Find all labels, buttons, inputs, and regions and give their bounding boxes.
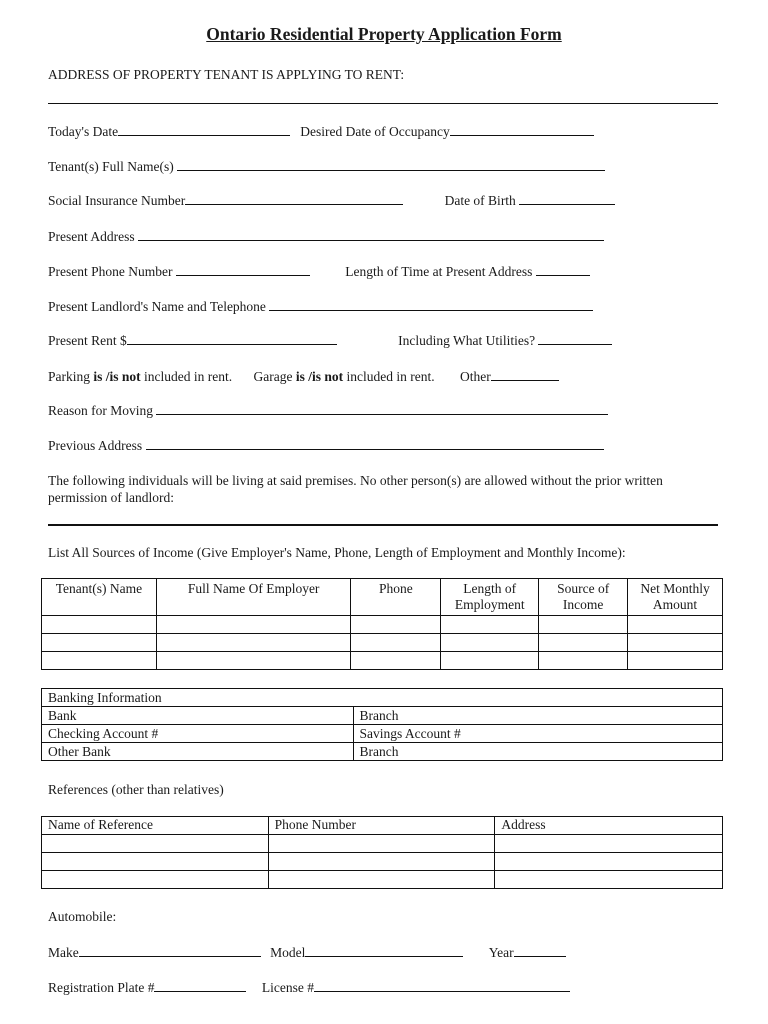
present-rent-field[interactable]	[127, 332, 337, 345]
license-field[interactable]	[314, 979, 570, 992]
table-cell[interactable]	[156, 652, 351, 670]
dob-field[interactable]	[519, 192, 615, 205]
income-header-length: Length of Employment	[441, 579, 539, 616]
present-phone-label: Present Phone Number	[48, 264, 173, 279]
bank-label[interactable]: Bank	[42, 707, 354, 725]
address-blank-line[interactable]	[48, 103, 718, 104]
table-cell[interactable]	[268, 835, 495, 853]
row-previous-address	[48, 437, 604, 454]
references-table	[41, 816, 723, 889]
table-cell[interactable]	[156, 634, 351, 652]
branch2-label[interactable]: Branch	[353, 743, 722, 761]
license-label: License #	[261, 980, 314, 995]
table-cell[interactable]	[539, 652, 628, 670]
address-heading: ADDRESS OF PROPERTY TENANT IS APPLYING TO RENT:	[48, 67, 405, 82]
row-sin-dob	[48, 192, 615, 209]
sin-field[interactable]	[185, 192, 403, 205]
make-field[interactable]	[79, 944, 261, 957]
table-cell[interactable]	[42, 634, 157, 652]
row-landlord	[48, 298, 593, 315]
income-header-employer: Full Name Of Employer	[156, 579, 351, 616]
row-rent-utilities	[48, 332, 612, 349]
row-make-model-year	[48, 944, 566, 961]
table-cell[interactable]	[495, 871, 723, 889]
table-cell[interactable]	[42, 871, 269, 889]
banking-row-other	[42, 743, 723, 761]
present-address-field[interactable]	[138, 228, 604, 241]
table-cell[interactable]	[441, 634, 539, 652]
plate-label: Registration Plate #	[48, 980, 155, 995]
automobile-heading: Automobile:	[48, 909, 117, 924]
model-field[interactable]	[305, 944, 463, 957]
form-title: Ontario Residential Property Application Form	[206, 24, 562, 44]
present-phone-field[interactable]	[176, 263, 310, 276]
garage-included: included in rent.	[343, 369, 435, 384]
row-parking-garage	[48, 368, 559, 385]
todays-date-label: Today's Date	[48, 124, 119, 139]
year-label: Year	[488, 945, 514, 960]
present-address-label: Present Address	[48, 229, 135, 244]
income-header-tenant-name: Tenant(s) Name	[42, 579, 157, 616]
table-row	[42, 853, 723, 871]
row-dates	[48, 123, 594, 140]
table-cell[interactable]	[268, 871, 495, 889]
table-row	[42, 835, 723, 853]
other-field[interactable]	[491, 368, 559, 381]
row-phone-length	[48, 263, 590, 280]
banking-heading: Banking Information	[42, 689, 723, 707]
row-plate-license	[48, 979, 570, 996]
ref-header-name: Name of Reference	[42, 817, 269, 835]
length-time-field[interactable]	[536, 263, 590, 276]
table-cell[interactable]	[539, 634, 628, 652]
todays-date-field[interactable]	[118, 123, 290, 136]
table-cell[interactable]	[628, 652, 723, 670]
landlord-label: Present Landlord's Name and Telephone	[48, 299, 266, 314]
year-field[interactable]	[514, 944, 566, 957]
other-bank-label[interactable]: Other Bank	[42, 743, 354, 761]
reason-moving-field[interactable]	[156, 402, 608, 415]
savings-label[interactable]: Savings Account #	[353, 725, 722, 743]
previous-address-label: Previous Address	[48, 438, 143, 453]
make-label: Make	[48, 945, 79, 960]
landlord-field[interactable]	[269, 298, 593, 311]
occupants-blank-line[interactable]	[48, 524, 718, 526]
references-header-row	[42, 817, 723, 835]
banking-row-accounts	[42, 725, 723, 743]
utilities-label: Including What Utilities?	[398, 333, 536, 348]
other-label: Other	[459, 369, 491, 384]
ref-header-phone: Phone Number	[268, 817, 495, 835]
branch-label[interactable]: Branch	[353, 707, 722, 725]
income-intro: List All Sources of Income (Give Employer's Name, Phone, Length of Employment and Monthly Income):	[48, 545, 626, 560]
parking-included: included in rent.	[140, 369, 233, 384]
table-cell[interactable]	[441, 652, 539, 670]
table-cell[interactable]	[42, 616, 157, 634]
income-header-phone: Phone	[351, 579, 441, 616]
table-cell[interactable]	[495, 853, 723, 871]
table-row	[42, 634, 723, 652]
dob-label: Date of Birth	[444, 193, 516, 208]
sin-label: Social Insurance Number	[48, 193, 186, 208]
table-row	[42, 871, 723, 889]
income-header-net-monthly: Net Monthly Amount	[628, 579, 723, 616]
table-cell[interactable]	[539, 616, 628, 634]
model-label: Model	[270, 945, 306, 960]
banking-heading-row	[42, 689, 723, 707]
table-row	[42, 616, 723, 634]
banking-row-bank	[42, 707, 723, 725]
table-cell[interactable]	[628, 616, 723, 634]
parking-label: Parking	[48, 369, 94, 384]
table-cell[interactable]	[351, 616, 441, 634]
garage-is-is-not[interactable]: is /is not	[295, 369, 344, 384]
reason-moving-label: Reason for Moving	[48, 403, 153, 418]
table-cell[interactable]	[42, 853, 269, 871]
occupants-note: The following individuals will be living at said premises. No other person(s) are allowed without the prior written permission of landlord:	[48, 473, 663, 505]
row-reason-moving	[48, 402, 608, 419]
table-row	[42, 652, 723, 670]
utilities-field[interactable]	[538, 332, 612, 345]
income-table	[41, 578, 723, 670]
table-cell[interactable]	[268, 853, 495, 871]
row-tenant-names	[48, 158, 605, 175]
garage-label: Garage	[253, 369, 296, 384]
desired-date-field[interactable]	[450, 123, 594, 136]
desired-date-label: Desired Date of Occupancy	[300, 124, 450, 139]
parking-is-is-not[interactable]: is /is not	[93, 369, 141, 384]
table-cell[interactable]	[156, 616, 351, 634]
row-present-address	[48, 228, 604, 245]
table-cell[interactable]	[628, 634, 723, 652]
plate-field[interactable]	[154, 979, 246, 992]
table-cell[interactable]	[351, 634, 441, 652]
table-cell[interactable]	[42, 835, 269, 853]
ref-header-address: Address	[495, 817, 723, 835]
table-cell[interactable]	[495, 835, 723, 853]
references-intro: References (other than relatives)	[48, 782, 224, 797]
present-rent-label: Present Rent $	[48, 333, 127, 348]
table-cell[interactable]	[441, 616, 539, 634]
table-cell[interactable]	[42, 652, 157, 670]
previous-address-field[interactable]	[146, 437, 604, 450]
income-header-row	[42, 579, 723, 616]
checking-label[interactable]: Checking Account #	[42, 725, 354, 743]
tenant-names-field[interactable]	[177, 158, 605, 171]
banking-table	[41, 688, 723, 761]
table-cell[interactable]	[351, 652, 441, 670]
income-header-source: Source of Income	[539, 579, 628, 616]
length-time-label: Length of Time at Present Address	[345, 264, 533, 279]
tenant-names-label: Tenant(s) Full Name(s)	[48, 159, 174, 174]
